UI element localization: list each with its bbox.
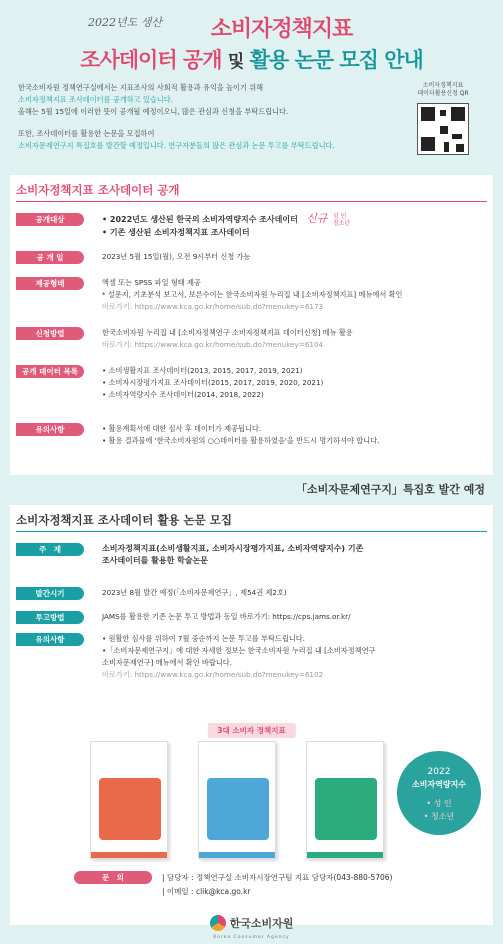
badge-year: 2022 <box>427 767 451 777</box>
intro-line: 소비자정책지표 조사데이터를 공개하고 있습니다. <box>18 95 173 104</box>
row-notice2 <box>16 633 487 681</box>
row-content <box>102 633 375 681</box>
row-line: • 소비생활지표 조사데이터(2013, 2015, 2017, 2019, 2021) <box>102 366 303 375</box>
row-content <box>102 277 402 313</box>
journal-banner: 「소비자문제연구지」특집호 발간 예정 <box>295 483 485 496</box>
kca-logo <box>210 915 294 931</box>
row-line: 2023년 8월 발간 예정(「소비자문제연구」, 제54권 제2호) <box>102 588 287 597</box>
book-cover <box>306 741 384 859</box>
row-content <box>102 213 350 239</box>
intro-line: 소비자문제연구지 특집호를 발간할 예정입니다. 연구자분들의 많은 관심과 논문 투고를 부탁드립니다. <box>18 141 335 150</box>
row-line: 소비자문제연구] 메뉴에서 확인 바랍니다. <box>102 658 232 667</box>
intro-line: 올해는 5월 15일에 이러한 뜻이 공개될 예정이오니, 많은 관심과 신청을 부탁드립니다. <box>18 107 289 116</box>
row-line: • 활용 결과물에 '한국소비자원의 ○○데이터를 활용하였음'을 반드시 명기하셔야 합니다. <box>102 436 380 445</box>
section1-title: 소비자정책지표 조사데이터 공개 <box>16 183 180 197</box>
row-submit <box>16 611 487 624</box>
row-data-list <box>16 365 487 401</box>
competency-index-badge <box>397 751 481 835</box>
tag: 공 개 일 <box>16 251 84 264</box>
contact-person: | 담당자 : 정책연구실 소비자시장연구팀 지표 담당자(043-880-5706) <box>162 873 393 882</box>
header <box>0 0 503 170</box>
tag: 유의사항 <box>16 423 84 436</box>
title-part-c: 활용 논문 모집 안내 <box>249 48 423 72</box>
contact-email[interactable]: | 이메일 : clik@kca.go.kr <box>162 887 251 896</box>
intro-text <box>18 82 363 152</box>
row-line[interactable]: JAMS를 활용한 기존 논문 투고 방법과 동일 바로가기: https://cps.jams.or.kr/ <box>102 612 351 621</box>
row-line: 엑셀 또는 SPSS 파일 형태 제공 <box>102 278 201 287</box>
books-illustration <box>90 741 390 881</box>
row-content <box>102 251 250 264</box>
books-label: 3대 소비자 정책지표 <box>207 723 295 738</box>
paper-call-section <box>10 505 493 925</box>
data-release-section <box>10 175 493 475</box>
badge-item: • 청소년 <box>423 812 455 821</box>
row-line: 조사데이터를 활용한 학술논문 <box>102 556 209 565</box>
tag: 공개대상 <box>16 213 84 226</box>
row-notice <box>16 423 487 447</box>
row-format <box>16 277 487 313</box>
footer <box>0 915 503 940</box>
row-publish <box>16 587 487 600</box>
row-content <box>102 543 363 567</box>
script-title: 2022년도 생산 <box>88 16 162 29</box>
tag: 신청방법 <box>16 327 84 340</box>
row-date <box>16 251 487 264</box>
book-cover <box>198 741 276 859</box>
new-sub: 청소년 <box>332 220 351 227</box>
divider <box>16 201 487 202</box>
row-line: •「소비자문제연구지」에 대한 자세한 정보는 한국소비자원 누리집 내 [소비자정책연구 <box>102 646 376 655</box>
qr-caption: 데이터활용신청 QR <box>417 90 469 97</box>
new-sub: 성 인 <box>332 213 347 220</box>
row-line: 소비자정책지표(소비생활지표, 소비자시장평가지표, 소비자역량지수) 기존 <box>102 544 364 553</box>
row-content <box>102 365 323 401</box>
row-topic <box>16 543 487 567</box>
tag: 유의사항 <box>16 633 84 646</box>
row-target <box>16 213 487 239</box>
row-line: • 기존 생산된 소비자정책지표 조사데이터 <box>102 228 250 237</box>
tag: 발간시기 <box>16 587 84 600</box>
intro-line: 또한, 조사데이터를 활용한 논문을 모집하여 <box>18 129 155 138</box>
row-content <box>102 423 379 447</box>
title-line1: 소비자정책지표 <box>210 17 353 42</box>
logo-mark-icon <box>210 915 226 931</box>
row-line: • 소비자시장평가지표 조사데이터(2015, 2017, 2019, 2020, 2021) <box>102 378 324 387</box>
tag: 주 제 <box>16 543 84 556</box>
qr-code-icon[interactable] <box>417 103 469 155</box>
tag: 공개 데이터 목록 <box>16 365 84 378</box>
row-apply <box>16 327 487 351</box>
section2-title: 소비자정책지표 조사데이터 활용 논문 모집 <box>16 513 232 527</box>
qr-block <box>401 82 485 155</box>
row-content <box>102 587 287 600</box>
row-line: • 소비자역량지수 조사데이터(2014, 2018, 2022) <box>102 390 264 399</box>
link[interactable]: 바로가기: https://www.kca.go.kr/home/sub.do?menukey=6104 <box>102 340 324 349</box>
title-part-b: 및 <box>227 52 244 72</box>
logo-subtext: Korea Consumer Agency <box>213 935 290 940</box>
contact-tag: 문 의 <box>74 871 152 884</box>
title-part-a: 조사데이터 공개 <box>80 48 222 72</box>
logo-text: 한국소비자원 <box>229 917 294 930</box>
row-line: • 2022년도 생산된 한국의 소비자역량지수 조사데이터 <box>102 215 298 224</box>
divider <box>16 531 487 532</box>
row-line: • 원활한 심사를 위하여 7월 중순까지 논문 투고를 부탁드립니다. <box>102 634 305 643</box>
intro-line: 한국소비자원 정책연구실에서는 지표조사의 사회적 활용과 유익을 높이기 위해 <box>18 83 264 92</box>
book-cover <box>90 741 168 859</box>
row-line: 2023년 5월 15일(월), 오전 9시부터 신청 가능 <box>102 252 251 261</box>
contact-block <box>74 871 392 899</box>
row-content <box>102 611 351 624</box>
badge-name: 소비자역량지수 <box>411 780 467 789</box>
qr-caption: 소비자정책지표 <box>422 82 464 89</box>
row-line: 한국소비자원 누리집 내 [소비자정책연구 소비자정책지표 데이터신청] 메뉴 활용 <box>102 328 353 337</box>
tag: 제공형태 <box>16 277 84 290</box>
link[interactable]: 바로가기: https://www.kca.go.kr/home/sub.do?menukey=6102 <box>102 670 324 679</box>
badge-item: • 성 인 <box>426 799 452 808</box>
new-badge: 신규 <box>306 212 328 225</box>
link[interactable]: 바로가기: https://www.kca.go.kr/home/sub.do?menukey=6173 <box>102 302 324 311</box>
row-line: • 활용계획서에 대한 심사 후 데이터가 제공됩니다. <box>102 424 262 433</box>
row-line: * 설문지, 기초분석 보고서, 보른수이는 한국소비자원 누리집 내 [소비자정책지표] 메뉴에서 확인 <box>102 290 403 299</box>
tag: 투고방법 <box>16 611 84 624</box>
title-line2 <box>0 44 503 74</box>
row-content <box>102 327 353 351</box>
